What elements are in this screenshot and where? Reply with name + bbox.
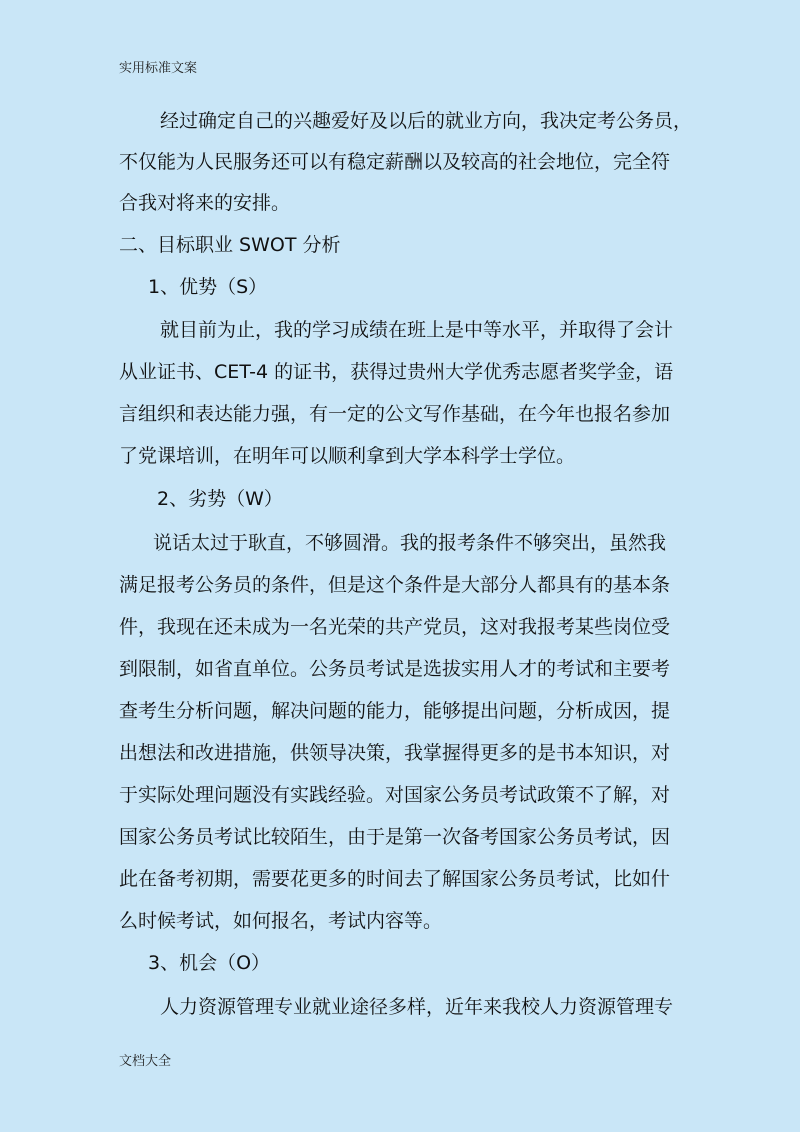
paragraph-line: 言组织和表达能力强，有一定的公文写作基础，在今年也报名参加	[119, 403, 671, 425]
paragraph-line: 到限制，如省直单位。公务员考试是选拔实用人才的考试和主要考	[119, 658, 671, 680]
paragraph-line: 国家公务员考试比较陌生，由于是第一次备考国家公务员考试，因	[119, 826, 671, 848]
paragraph-line: 人力资源管理专业就业途径多样，近年来我校人力资源管理专	[160, 996, 674, 1018]
paragraph-line: 件，我现在还未成为一名光荣的共产党员，这对我报考某些岗位受	[119, 616, 671, 638]
paragraph-line: 满足报考公务员的条件，但是这个条件是大部分人都具有的基本条	[119, 574, 671, 596]
subsection-heading: 2、劣势（W）	[157, 488, 283, 510]
paragraph-line: 此在备考初期，需要花更多的时间去了解国家公务员考试，比如什	[119, 868, 671, 890]
paragraph-line: 经过确定自己的兴趣爱好及以后的就业方向，我决定考公务员，	[160, 110, 693, 132]
paragraph-line: 于实际处理问题没有实践经验。对国家公务员考试政策不了解，对	[119, 784, 671, 806]
paragraph-line: 从业证书、CET-4 的证书，获得过贵州大学优秀志愿者奖学金，语	[119, 361, 674, 383]
page-footer: 文档大全	[119, 1054, 172, 1069]
paragraph-line: 么时候考试，如何报名，考试内容等。	[119, 910, 443, 932]
paragraph-line: 不仅能为人民服务还可以有稳定薪酬以及较高的社会地位，完全符	[119, 151, 671, 173]
paragraph-line: 说话太过于耿直，不够圆滑。我的报考条件不够突出，虽然我	[153, 532, 667, 554]
page-header: 实用标准文案	[119, 61, 198, 76]
paragraph-line: 查考生分析问题，解决问题的能力，能够提出问题，分析成因，提	[119, 700, 671, 722]
paragraph-line: 合我对将来的安排。	[119, 192, 291, 214]
paragraph-line: 就目前为止，我的学习成绩在班上是中等水平，并取得了会计	[160, 319, 674, 341]
paragraph-line: 出想法和改进措施，供领导决策，我掌握得更多的是书本知识，对	[119, 742, 671, 764]
paragraph-line: 了党课培训，在明年可以顺利拿到大学本科学士学位。	[119, 445, 576, 467]
subsection-heading: 1、优势（S）	[148, 276, 268, 298]
section-heading: 二、目标职业 SWOT 分析	[119, 234, 341, 256]
subsection-heading: 3、机会（O）	[148, 952, 271, 974]
